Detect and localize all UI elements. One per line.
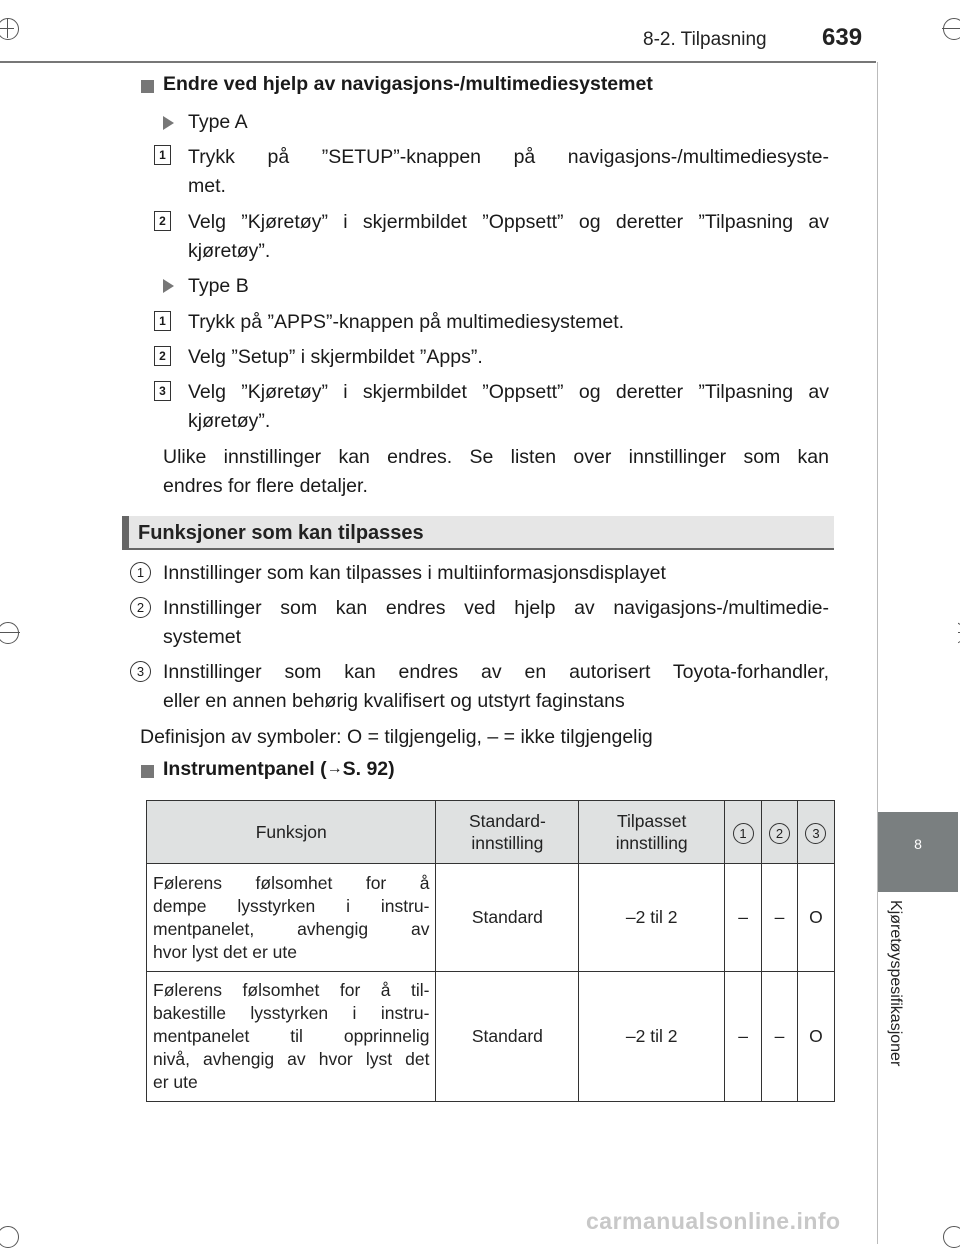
step-text: kjøretøy”.: [188, 410, 271, 432]
function-line: Følerens følsomhet for å: [153, 872, 430, 893]
type-b-label: Type B: [188, 275, 249, 297]
type-a-label: Type A: [188, 111, 248, 133]
step-badge: 3: [154, 381, 171, 401]
function-description: [147, 864, 436, 972]
step-badge: 1: [154, 311, 171, 331]
step-text: Velg ”Kjøretøy” i skjermbildet ”Oppsett” og deretter ”Tilpasning av: [188, 381, 829, 403]
table-row: [147, 972, 835, 1102]
step-text: kjøretøy”.: [188, 240, 271, 262]
availability-2: –: [762, 864, 798, 972]
custom-value: –2 til 2: [579, 864, 725, 972]
triangle-bullet-icon: [163, 116, 174, 130]
registration-mark: [0, 622, 19, 644]
triangle-bullet-icon: [163, 279, 174, 293]
availability-1: –: [725, 864, 762, 972]
function-line: mentpanelet til opprinnelig: [153, 1026, 430, 1046]
customization-table: [146, 800, 835, 1102]
note-text: Ulike innstillinger kan endres. Se listen over innstillinger som kan: [163, 446, 829, 468]
col-header-1: [725, 801, 762, 864]
function-line: bakestille lysstyrken i instru-: [153, 1003, 430, 1023]
col-header-1-badge: 1: [733, 823, 754, 844]
step-badge: 2: [154, 346, 171, 366]
legend-text: Innstillinger som kan endres av en autorisert Toyota-forhandler,: [163, 661, 829, 683]
default-value: Standard: [436, 864, 579, 972]
function-line: nivå, avhengig av hvor lyst det: [153, 1049, 430, 1069]
availability-1: –: [725, 972, 762, 1102]
col-header-custom-line: innstilling: [615, 833, 688, 853]
col-header-2-badge: 2: [769, 823, 790, 844]
registration-mark: [0, 1226, 19, 1248]
step-badge: 2: [154, 211, 171, 231]
function-description: [147, 972, 436, 1102]
symbol-definition: Definisjon av symboler: O = tilgjengelig, – = ikke tilgjengelig: [140, 726, 653, 748]
col-header-custom: [579, 801, 725, 864]
registration-mark: [0, 18, 19, 40]
step-text: Trykk på ”APPS”-knappen på multimediesystemet.: [188, 311, 625, 333]
availability-3: O: [797, 972, 834, 1102]
default-value: Standard: [436, 972, 579, 1102]
col-header-3: [797, 801, 834, 864]
col-header-default: [436, 801, 579, 864]
function-line: Følerens følsomhet for å til-: [153, 980, 430, 1000]
step-text: Velg ”Kjøretøy” i skjermbildet ”Oppsett” og deretter ”Tilpasning av: [188, 211, 829, 233]
chapter-tab-divider: [877, 62, 878, 1244]
table-header-row: [147, 801, 835, 864]
col-header-2: [762, 801, 798, 864]
legend-number-badge: 1: [130, 562, 151, 583]
table-row: [147, 864, 835, 972]
chapter-tab: [878, 812, 958, 892]
page-number: 639: [822, 24, 863, 51]
chapter-label: Kjøretøyspesifikasjoner: [887, 900, 904, 1067]
function-line: hvor lyst det er ute: [153, 941, 297, 962]
legend-number-badge: 3: [130, 661, 151, 682]
legend-text: eller en annen behørig kvalifisert og utstyrt faginstans: [163, 690, 625, 712]
col-header-default-line: innstilling: [471, 833, 544, 853]
function-line: mentpanelet, avhengig av: [153, 918, 430, 939]
legend-text: Innstillinger som kan endres ved hjelp av navigasjons-/multimedie-: [163, 597, 829, 619]
col-header-3-badge: 3: [805, 823, 826, 844]
chapter-label-wrap: [880, 900, 910, 1110]
availability-2: –: [762, 972, 798, 1102]
col-header-default-line: Standard-: [468, 811, 546, 831]
heading-instrument: [163, 758, 395, 781]
heading-instrument-text: Instrumentpanel (: [163, 758, 327, 780]
custom-value: –2 til 2: [579, 972, 725, 1102]
step-text: Trykk på ”SETUP”-knappen på navigasjons-/multimediesyste-: [188, 146, 829, 168]
function-line: dempe lysstyrken i instru-: [153, 895, 430, 916]
col-header-function: Funksjon: [147, 801, 436, 864]
page-reference-link[interactable]: S. 92): [342, 758, 395, 780]
heading-bullet-icon: [141, 765, 154, 778]
arrow-right-icon: →: [326, 760, 343, 777]
step-text: Velg ”Setup” i skjermbildet ”Apps”.: [188, 346, 483, 368]
side-tab-band: [878, 62, 958, 810]
header-rule: [0, 61, 876, 63]
legend-text: Innstillinger som kan tilpasses i multiinformasjonsdisplayet: [163, 562, 666, 584]
note-text: endres for flere detaljer.: [163, 475, 368, 497]
heading-navi: Endre ved hjelp av navigasjons-/multimediesystemet: [163, 73, 653, 95]
step-badge: 1: [154, 145, 171, 165]
availability-3: O: [797, 864, 834, 972]
section-title: 8-2. Tilpasning: [643, 29, 767, 50]
watermark: carmanualsonline.info: [586, 1208, 841, 1234]
function-line: er ute: [153, 1072, 198, 1092]
chapter-number: 8: [914, 836, 922, 852]
legend-number-badge: 2: [130, 597, 151, 618]
col-header-custom-line: Tilpasset: [616, 811, 687, 831]
section-banner-title: Funksjoner som kan tilpasses: [138, 522, 424, 544]
heading-bullet-icon: [141, 80, 154, 93]
step-text: met.: [188, 175, 226, 197]
registration-mark: [943, 1226, 960, 1248]
registration-mark: [943, 18, 960, 40]
legend-text: systemet: [163, 626, 242, 648]
